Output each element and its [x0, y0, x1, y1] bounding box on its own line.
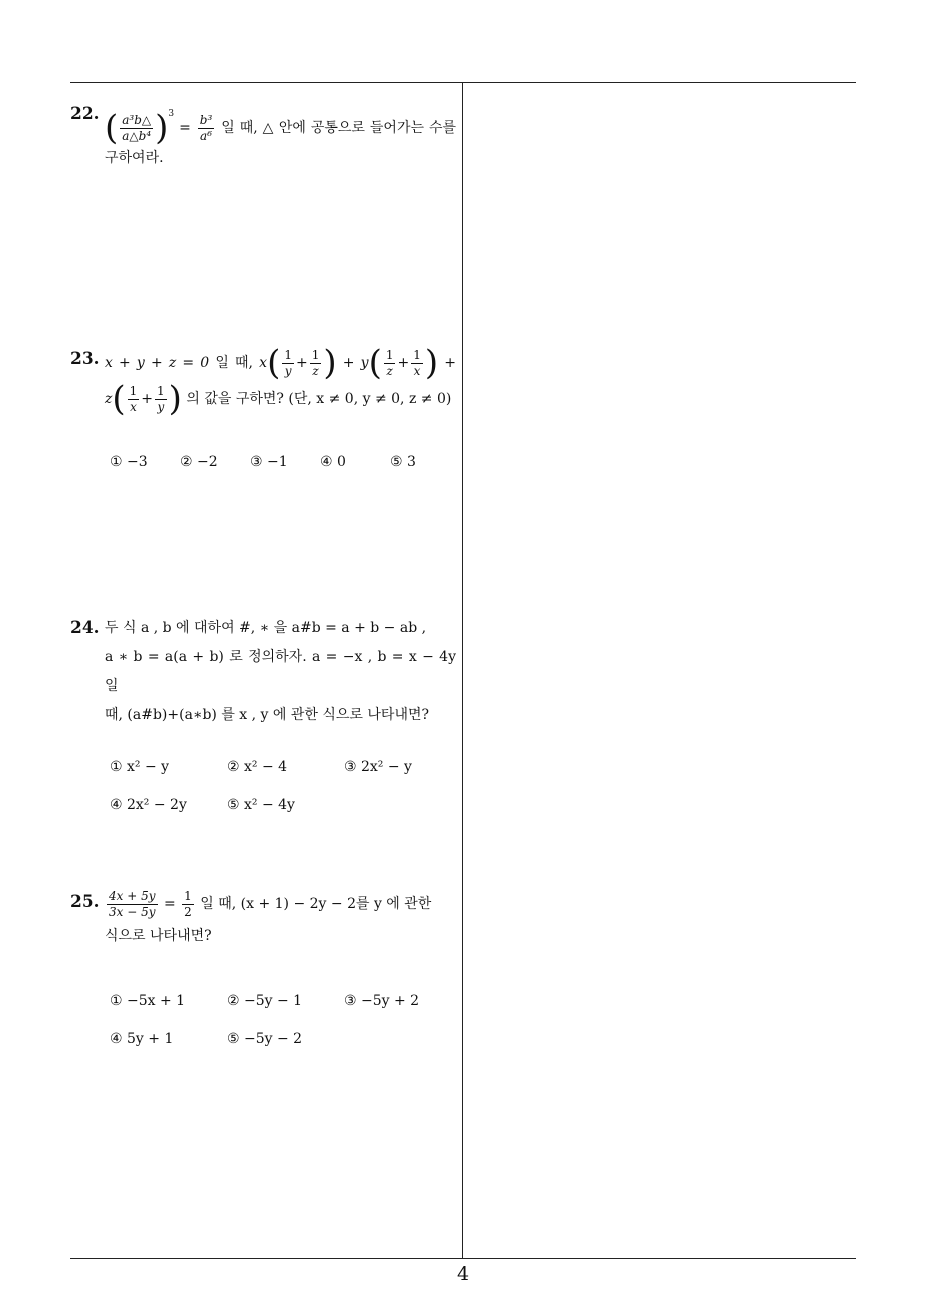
problem-text-line: 때, (a#b)+(a∗b) 를 x , y 에 관한 식으로 나타내면? [105, 707, 429, 723]
choice-5[interactable]: ⑤ −5y − 2 [227, 1030, 303, 1047]
choice-5[interactable]: ⑤ 3 [390, 453, 416, 470]
choice-2[interactable]: ② −5y − 1 [227, 992, 303, 1009]
problem-number: 25. [70, 892, 100, 912]
problem-body: x + y + z = 0 일 때, x( $\frac{1}{y}$ + $\frac{1}{z}$ ) + y( $\frac{1}{z}$ + $\frac{1}{x}$ ) + z( $\frac{1}{x}$ + $\frac{1}{y}$ ) 의 값을 구하면? (단, x ≠ 0, y ≠ 0, z ≠ 0) [105, 343, 457, 419]
top-rule [70, 82, 856, 83]
choice-1[interactable]: ① x² − y [110, 758, 170, 775]
problem-24 [70, 614, 456, 824]
problem-text-line: a ∗ b = a(a + b) 로 정의하자. a = −x , b = x − 4y 일 [105, 649, 456, 694]
choice-3[interactable]: ③ −1 [250, 453, 288, 470]
choice-2[interactable]: ② x² − 4 [227, 758, 288, 775]
problem-22 [70, 100, 456, 173]
choice-1[interactable]: ① −5x + 1 [110, 992, 186, 1009]
column-divider [462, 83, 463, 1259]
problem-text: 일 때, △ 안에 공통으로 들어가는 수를 구하여라. [105, 120, 456, 166]
problem-text-line: 식으로 나타내면? [105, 928, 212, 944]
problem-number: 24. [70, 618, 100, 638]
answer-choices [110, 443, 456, 481]
fraction: $\frac{\text{b³}}{\text{a⁶}}$ [199, 112, 213, 143]
choice-4[interactable]: ④ 2x² − 2y [110, 796, 187, 813]
problem-text: 의 값을 구하면? (단, x ≠ 0, y ≠ 0, z ≠ 0) [186, 391, 452, 407]
bottom-rule [70, 1258, 856, 1259]
fraction: $\frac{4x + 5y}{3x - 5y}$ [109, 888, 156, 919]
answer-choices [110, 748, 456, 824]
fraction: $\frac{\text{a³b△}}{\text{a△b⁴}}$ [122, 112, 152, 143]
problem-body: ( $\frac{\text{a³b△}}{\text{a△b⁴}}$ )$^3$ = $\frac{\text{b³}}{\text{a⁶}}$ 일 때, △ 안에 공통으로 들어가는 수를 구하여라. [105, 108, 456, 166]
problem-text-line: 두 식 a , b 에 대하여 #, ∗ 을 a#b = a + b − ab , [105, 620, 427, 636]
choice-2[interactable]: ② −2 [180, 453, 218, 470]
choice-1[interactable]: ① −3 [110, 453, 148, 470]
choice-3[interactable]: ③ 2x² − y [344, 758, 412, 775]
problem-body [105, 614, 456, 730]
problem-23 [70, 345, 456, 481]
answer-choices [110, 982, 456, 1058]
page-number: 4 [456, 1263, 470, 1285]
problem-25 [70, 888, 456, 1058]
fraction: $\frac{1}{2}$ [184, 888, 192, 919]
problem-body: $\frac{4x + 5y}{3x - 5y}$ = $\frac{1}{2}$ 일 때, (x + 1) − 2y − 2를 y 에 관한 식으로 나타내면? [105, 888, 456, 952]
choice-4[interactable]: ④ 5y + 1 [110, 1030, 174, 1047]
choice-4[interactable]: ④ 0 [320, 453, 346, 470]
problem-number: 22. [70, 104, 100, 124]
problem-number: 23. [70, 349, 100, 369]
choice-3[interactable]: ③ −5y + 2 [344, 992, 420, 1009]
choice-5[interactable]: ⑤ x² − 4y [227, 796, 295, 813]
problem-text: 일 때, (x + 1) − 2y − 2를 y 에 관한 [200, 896, 432, 912]
